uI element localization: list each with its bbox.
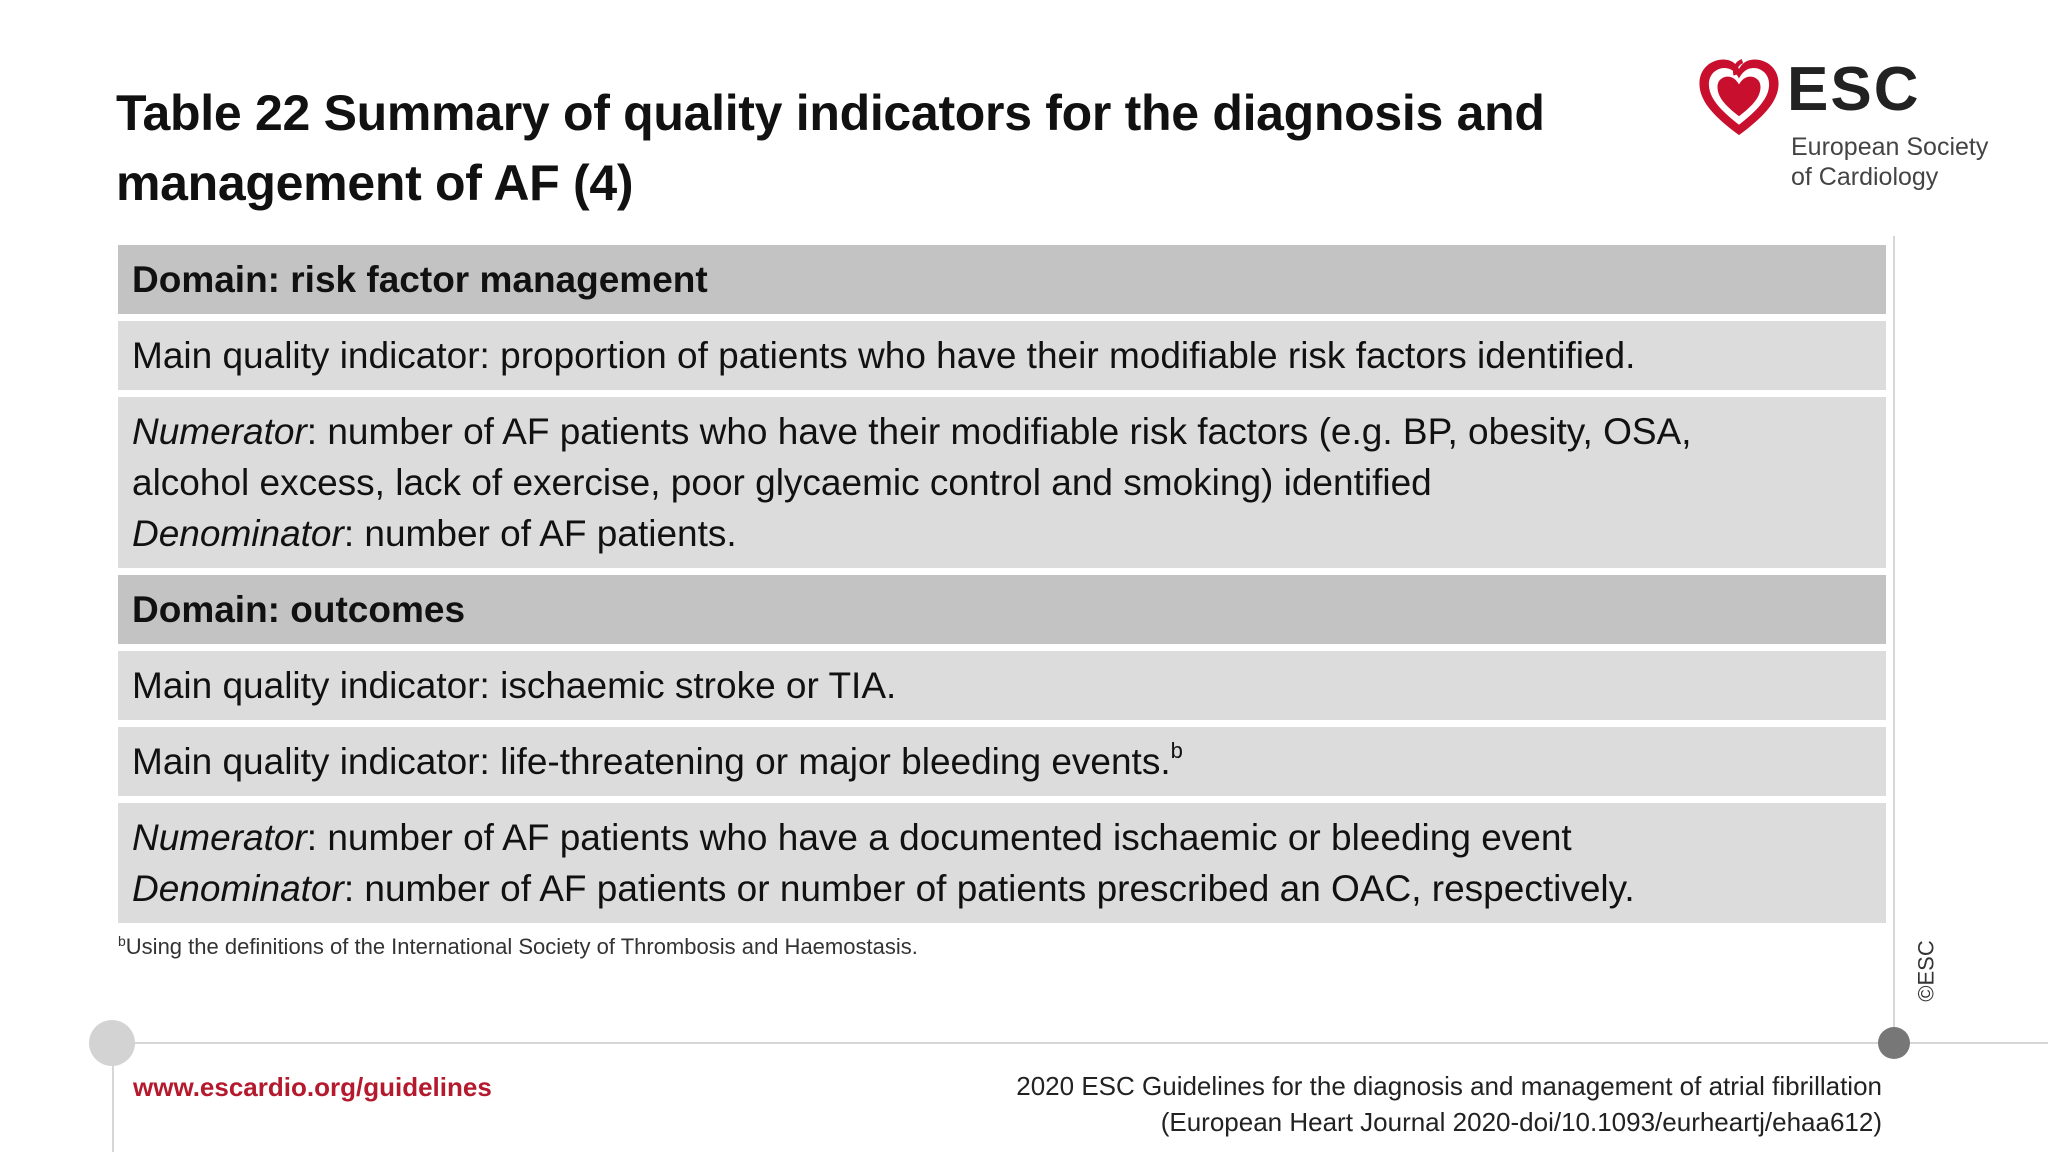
guidelines-link[interactable]: www.escardio.org/guidelines — [133, 1072, 492, 1102]
citation-line1: 2020 ESC Guidelines for the diagnosis and management of atrial fibrillation — [1016, 1071, 1882, 1101]
indicator-row-stroke: Main quality indicator: ischaemic stroke or TIA. — [118, 651, 1886, 720]
domain-row-risk-factor: Domain: risk factor management — [118, 245, 1886, 314]
right-divider-line — [1893, 236, 1895, 1044]
page-title — [116, 78, 1656, 218]
indicator-row-risk-factors: Main quality indicator: proportion of patients who have their modifiable risk factors identified. — [118, 321, 1886, 390]
page-title-line1: Table 22 Summary of quality indicators for the diagnosis and — [116, 85, 1545, 141]
numerator-text: : number of AF patients who have a documented ischaemic or bleeding event — [306, 817, 1572, 858]
denominator-text: : number of AF patients or number of patients prescribed an OAC, respectively. — [343, 868, 1635, 909]
logo-abbreviation: ESC — [1787, 55, 1921, 124]
logo-name-line2: of Cardiology — [1791, 163, 1939, 191]
esc-logo — [1696, 56, 2016, 206]
footer-right-dot — [1878, 1027, 1910, 1059]
footnote-text: Using the definitions of the International Society of Thrombosis and Haemostasis. — [125, 934, 918, 959]
domain-row-outcomes: Domain: outcomes — [118, 575, 1886, 644]
denominator-label: Denominator — [132, 513, 344, 554]
citation-line2: (European Heart Journal 2020-doi/10.1093/eurheartj/ehaa612) — [1160, 1107, 1882, 1137]
denominator-text: : number of AF patients. — [343, 513, 737, 554]
numerator-label: Numerator — [132, 817, 307, 858]
denominator-line — [132, 863, 1872, 914]
quality-indicators-table — [118, 245, 1886, 930]
footer-left-dot — [89, 1020, 135, 1066]
numerator-label: Numerator — [132, 411, 307, 452]
numerator-line — [132, 812, 1872, 863]
numerator-denominator-row-risk — [118, 397, 1886, 568]
page-title-line2: management of AF (4) — [116, 155, 634, 211]
numerator-continuation: alcohol excess, lack of exercise, poor glycaemic control and smoking) identified — [132, 462, 1432, 503]
citation — [1016, 1068, 1882, 1140]
denominator-line — [132, 508, 1872, 559]
footnote-sup: b — [118, 933, 126, 949]
footnote-marker: b — [1170, 738, 1183, 763]
copyright-text: ©ESC — [1914, 940, 1940, 1002]
indicator-row-bleeding — [118, 727, 1886, 796]
numerator-text: : number of AF patients who have their modifiable risk factors (e.g. BP, obesity, OSA, — [306, 411, 1692, 452]
denominator-label: Denominator — [132, 868, 344, 909]
indicator-bleeding-text: Main quality indicator: life-threatening or major bleeding events. — [132, 741, 1171, 782]
copyright-notice — [1912, 936, 1942, 1006]
numerator-line — [132, 406, 1872, 457]
footer-divider-line — [112, 1042, 2048, 1044]
footnote — [118, 934, 918, 960]
heart-logo-icon — [1696, 56, 1782, 142]
logo-organization-name — [1791, 132, 1988, 192]
logo-name-line1: European Society — [1791, 133, 1989, 161]
numerator-denominator-row-outcomes — [118, 803, 1886, 923]
